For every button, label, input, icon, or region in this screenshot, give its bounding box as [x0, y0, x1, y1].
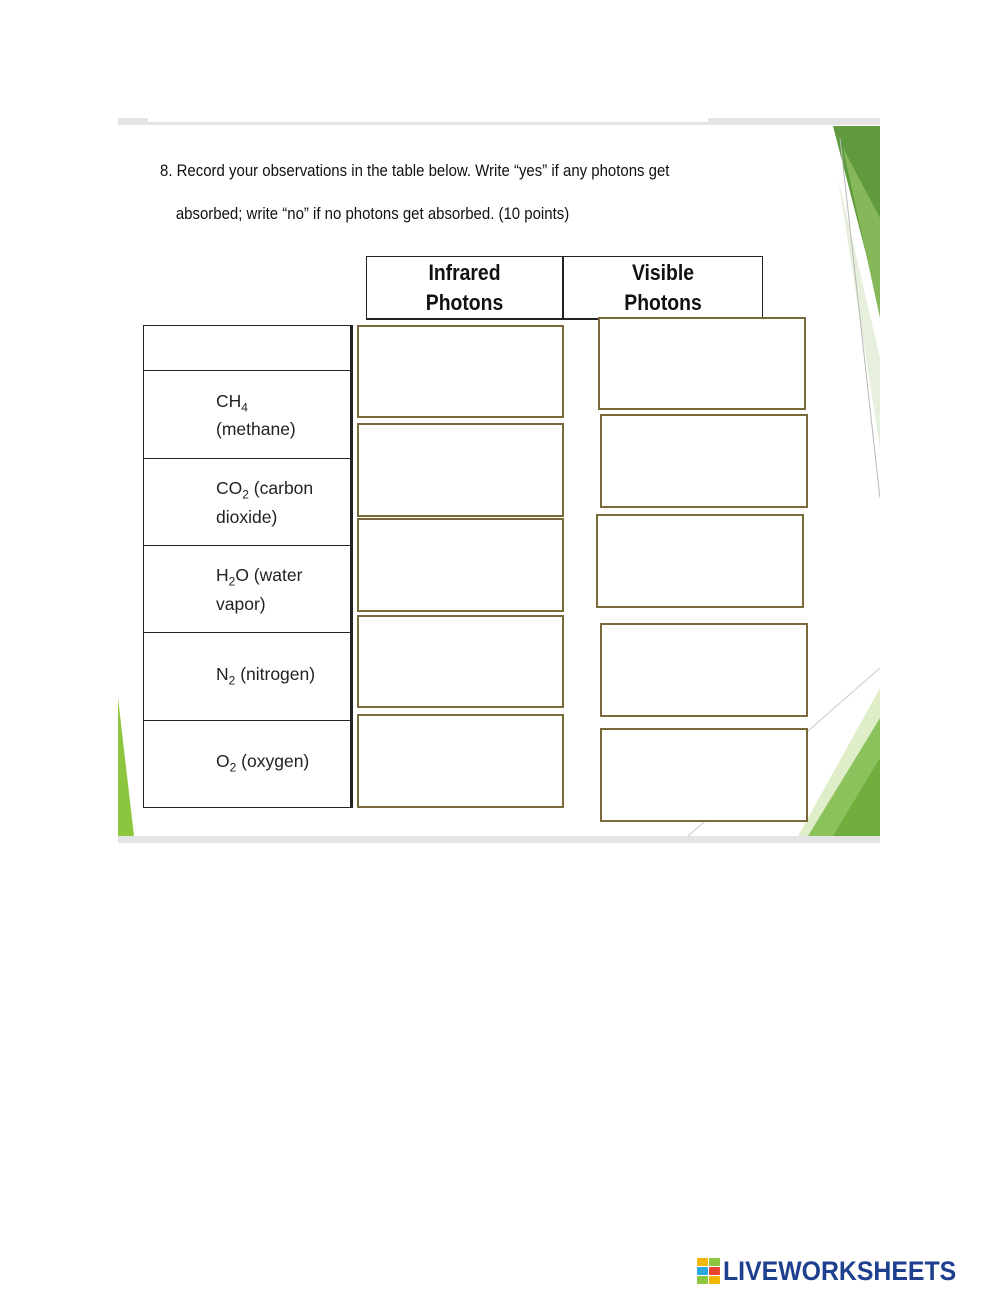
header-infrared-line-1: Infrared — [428, 259, 501, 285]
header-infrared-line-2: Photons — [425, 289, 504, 315]
row-label-methane: $CH_4$ (methane) — [144, 370, 350, 459]
question-line-1: 8. Record your observations in the table below. Write “yes” if any photons get — [160, 161, 670, 180]
answer-visible-methane[interactable] — [600, 414, 808, 508]
answer-infrared-blank-row[interactable] — [357, 325, 564, 418]
worksheet-slide — [118, 118, 880, 843]
answer-infrared-nitrogen[interactable] — [357, 714, 564, 808]
answer-visible-blank-row[interactable] — [598, 317, 806, 410]
answer-visible-water-vapor[interactable] — [600, 623, 808, 717]
row-label-nitrogen: $N_2$ (nitrogen) — [144, 632, 350, 721]
logo-blocks-icon — [697, 1258, 721, 1284]
question-text — [160, 161, 688, 223]
answer-visible-carbon-dioxide[interactable] — [596, 514, 804, 608]
facet-bottom-left — [118, 698, 134, 836]
header-visible-photons — [563, 256, 763, 320]
question-line-2: absorbed; write “no” if no photons get absorbed. (10 points) — [175, 204, 570, 223]
answer-infrared-carbon-dioxide[interactable] — [357, 518, 564, 612]
gas-label-column — [143, 325, 353, 808]
answer-visible-nitrogen[interactable] — [600, 728, 808, 822]
liveworksheets-logo — [697, 1256, 977, 1286]
row-label-water-vapor: $H_2O$ (water vapor) — [144, 545, 350, 633]
row-label-carbon-dioxide: $CO_2$ (carbon dioxide) — [144, 458, 350, 546]
logo-text: LIVEWORKSHEETS — [723, 1255, 957, 1286]
answer-infrared-methane[interactable] — [357, 423, 564, 517]
row-label-oxygen: $O_2$ (oxygen) — [144, 720, 350, 808]
answer-infrared-water-vapor[interactable] — [357, 615, 564, 708]
header-visible-line-1: Visible — [631, 259, 695, 285]
header-infrared-photons — [366, 256, 563, 320]
header-visible-line-2: Photons — [624, 289, 702, 315]
row-label-blank — [144, 325, 350, 371]
